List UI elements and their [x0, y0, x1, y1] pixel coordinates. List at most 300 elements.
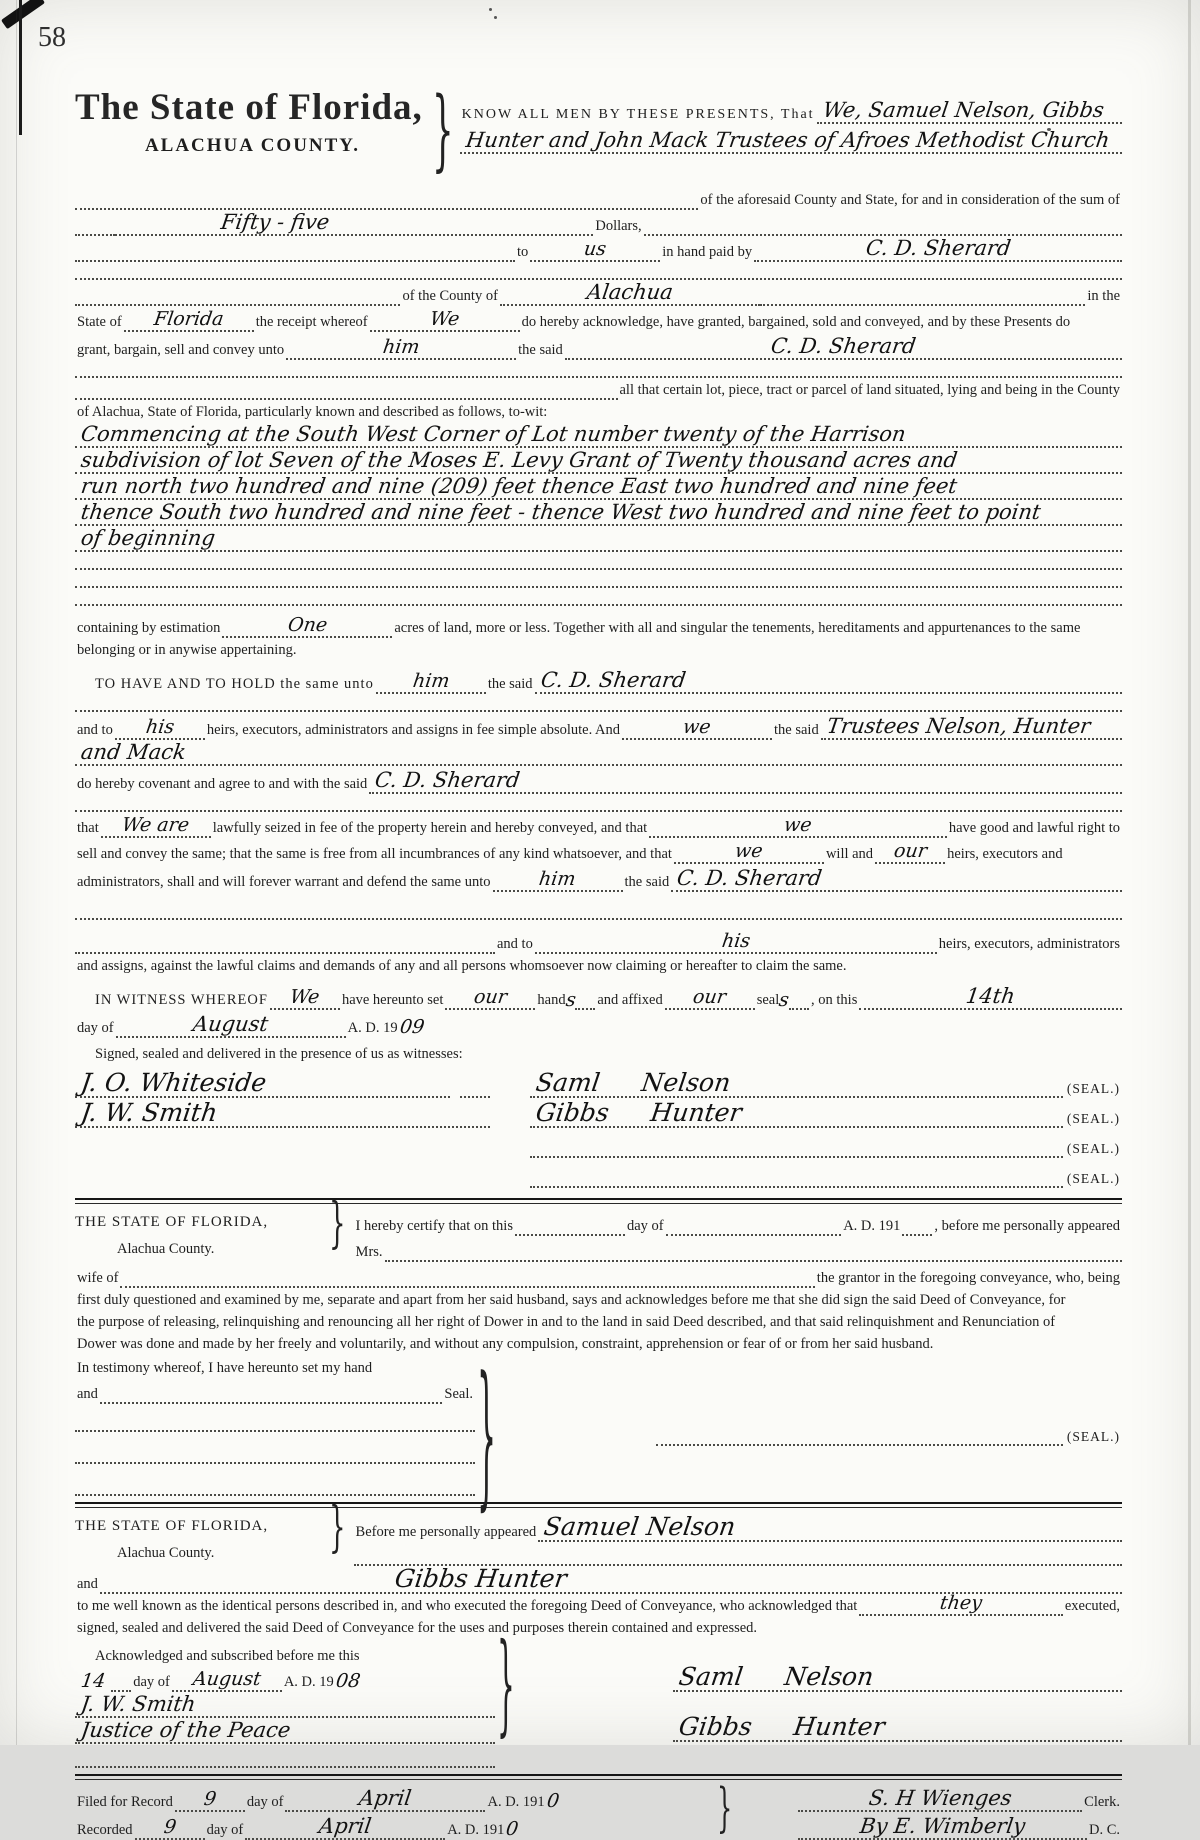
grantor-signature: Saml Nelson: [534, 1068, 733, 1097]
form-line: [75, 1594, 1122, 1616]
ack-day: 14: [79, 1670, 107, 1692]
form-line: [354, 1236, 1122, 1262]
fill-line: [674, 842, 824, 864]
printed-text: D. C.: [1088, 1822, 1120, 1839]
recorded-day: 9: [162, 1816, 178, 1838]
fill-line: [530, 240, 660, 262]
execution-year: 09: [398, 1016, 426, 1038]
form-line: [75, 400, 1122, 422]
blank-line: [75, 1446, 475, 1464]
deed-document: [75, 79, 1122, 1840]
fill-line: [222, 616, 392, 638]
paragraph-line: [75, 1310, 1122, 1332]
printed-text: sell and convey the same; that the same is free from all incumbrances of any kind whatsoever, and that: [77, 846, 672, 863]
printed-text: Clerk.: [1084, 1794, 1120, 1811]
fill-line: [535, 932, 937, 954]
acknowledgment-head: [75, 1496, 1122, 1566]
state-name: Florida: [152, 308, 226, 330]
appearer-name: Samuel Nelson: [542, 1512, 738, 1541]
form-line: [75, 306, 1122, 332]
we-fill: we: [733, 840, 765, 862]
form-line: [75, 1692, 495, 1718]
masthead-left: [75, 86, 430, 157]
printed-text: In testimony whereof, I have hereunto set my hand: [77, 1360, 373, 1377]
weare-fill: We are: [120, 814, 191, 836]
we-fill: We: [288, 986, 322, 1008]
printed-text: Seal.: [444, 1386, 473, 1403]
seal-line: [530, 1098, 1122, 1128]
masthead-right: [460, 86, 1122, 154]
fill-line: [75, 450, 1122, 474]
fill-line: [75, 424, 1122, 448]
printed-text: day of: [206, 1822, 244, 1839]
printed-text: TO HAVE AND TO HOLD the same unto: [95, 676, 374, 693]
form-line: [75, 280, 1122, 306]
unto-whom: him: [381, 336, 421, 358]
fill-line: [100, 1566, 1122, 1594]
printed-text: the receipt whereof: [255, 314, 368, 331]
fill-line: [530, 1100, 1063, 1128]
form-line: [75, 1718, 495, 1744]
printed-text: acres of land, more or less. Together with all and singular the tenements, hereditaments and appurtenances to the same: [394, 620, 1081, 637]
masthead: [75, 79, 1122, 186]
dotted-line: [75, 1458, 475, 1464]
brace-glyph: }: [329, 1192, 346, 1256]
fill-line: [175, 1790, 245, 1812]
signature-line: [673, 1712, 1122, 1742]
form-line: [75, 864, 1122, 892]
fill-line: [115, 212, 593, 236]
form-line: [354, 1210, 1122, 1236]
ack-year: 08: [334, 1670, 362, 1692]
his-fill: his: [720, 930, 752, 952]
dotted-line: [100, 1398, 442, 1404]
blank-line: [75, 1414, 475, 1432]
printed-text: and: [77, 1576, 98, 1593]
fill-line: [370, 310, 520, 332]
plural-s: s: [564, 989, 577, 1011]
section-divider: [75, 1502, 1122, 1508]
state-county-block: [75, 1514, 327, 1566]
fill-line: [75, 502, 1122, 526]
description-line: [75, 526, 1122, 552]
printed-text: A. D. 191: [843, 1218, 901, 1235]
scan-speck: [489, 8, 492, 11]
blank-line: [75, 588, 1122, 606]
fill-line: [75, 1070, 450, 1098]
fill-line: [135, 1818, 205, 1840]
form-line: [354, 1514, 1122, 1542]
county-name: Alachua: [585, 280, 675, 304]
form-line: [460, 96, 1122, 124]
scan-right-band: [1188, 0, 1191, 1745]
dotted-line: [75, 1490, 475, 1496]
printed-text: administrators, shall and will forever warrant and defend the same unto: [77, 874, 491, 891]
printed-text: belonging or in anywise appertaining.: [77, 642, 297, 659]
printed-text: do hereby acknowledge, have granted, bargained, sold and conveyed, and by these Presents do: [521, 314, 1071, 331]
printed-text: A. D. 19: [283, 1674, 334, 1691]
testimony-right: [506, 1378, 1122, 1496]
fill-line: [101, 816, 211, 838]
printed-text: have good and lawful right to: [948, 820, 1120, 837]
scan-edge-faint: [16, 0, 17, 1745]
filed-day: 9: [202, 1788, 218, 1810]
dotted-line: [75, 1426, 475, 1432]
state-county-block: [75, 1210, 327, 1262]
seal-line: [530, 1158, 1122, 1188]
fill-line: [817, 100, 1122, 124]
fill-line: [673, 1714, 1122, 1742]
blank-line: [75, 262, 1122, 280]
unto-whom: him: [411, 670, 451, 692]
description-handwritten: run north two hundred and nine (209) feet thence East two hundred and nine feet: [79, 474, 959, 498]
fill-line: [75, 1100, 490, 1128]
printed-text: lawfully seized in fee of the property herein and hereby conveyed, and that: [212, 820, 648, 837]
printed-text: A. D. 191: [487, 1794, 545, 1811]
blank-line: [75, 694, 1122, 712]
form-line: [798, 1784, 1122, 1812]
brace-glyph: }: [477, 1347, 497, 1530]
printed-text: Before me personally appeared: [355, 1524, 537, 1541]
seal-line: [530, 1128, 1122, 1158]
printed-text: first duly questioned and examined by me, separate and apart from her said husband, says and acknowledges before me that she did sign the said Deed of Conveyance, for: [77, 1292, 1066, 1309]
fill-line: [821, 716, 1122, 740]
fill-line: [565, 336, 1122, 360]
receipt-whereof: We: [428, 308, 461, 330]
execution-month: August: [191, 1012, 270, 1036]
printed-text: that: [77, 820, 99, 837]
fill-line: [538, 1514, 1122, 1542]
form-line: [75, 1666, 495, 1692]
fill-line: [622, 718, 772, 740]
appearer-name: Gibbs Hunter: [393, 1564, 569, 1593]
sum-amount: Fifty - five: [219, 210, 331, 234]
fill-line: [754, 238, 1122, 262]
printed-text: and: [77, 1386, 98, 1403]
ack-head-lines: [354, 1514, 1122, 1566]
printed-text: executed,: [1064, 1598, 1120, 1615]
form-line: [75, 1038, 1122, 1064]
grantee-name: C. D. Sherard: [373, 768, 522, 792]
officer-title: Justice of the Peace: [79, 1718, 293, 1742]
payer-name: C. D. Sherard: [864, 236, 1013, 260]
fill-line: [75, 1694, 495, 1718]
fill-line: [445, 988, 535, 1010]
grantee-name: C. D. Sherard: [675, 866, 824, 890]
printed-text: seal: [756, 992, 780, 1009]
printed-text: hand: [537, 992, 566, 1009]
filed-month: April: [357, 1786, 414, 1810]
printed-text: in the: [1087, 288, 1121, 305]
printed-text: , on this: [811, 992, 858, 1009]
clerk-signature: S. H Wienges: [867, 1786, 1014, 1810]
printed-text: of the aforesaid County and State, for and in consideration of the sum of: [700, 192, 1120, 209]
fill-line: [649, 816, 947, 838]
blank-line: [75, 902, 1122, 920]
printed-text: Filed for Record: [77, 1794, 173, 1811]
witness-signature: J. O. Whiteside: [79, 1068, 269, 1097]
presents-clause: KNOW ALL MEN BY THESE PRESENTS, That: [461, 106, 815, 122]
fill-line: [665, 988, 755, 1010]
printed-text: signed, sealed and delivered the said Deed of Conveyance for the uses and purposes therein contained and expressed.: [77, 1620, 758, 1637]
printed-text: the said: [624, 874, 670, 891]
form-line: [75, 378, 1122, 400]
seal-label: (SEAL.): [1066, 1141, 1120, 1157]
grantor-signature: Gibbs Hunter: [534, 1098, 744, 1127]
plural-s: s: [777, 989, 791, 1011]
form-line: [75, 766, 1122, 794]
brace-glyph: }: [497, 1619, 515, 1749]
blank-line: [75, 552, 1122, 570]
form-line: [75, 1644, 495, 1666]
form-line: [75, 666, 1122, 694]
our-fill: our: [691, 986, 728, 1008]
brace-glyph: }: [432, 79, 454, 183]
blank-line: [75, 1478, 475, 1496]
paragraph-line: [75, 1288, 1122, 1310]
seal-line: [656, 1420, 1122, 1446]
form-line: [75, 812, 1122, 838]
officer-signature: J. W. Smith: [79, 1692, 198, 1716]
blank-line: [75, 570, 1122, 588]
fill-line: [530, 1070, 1063, 1098]
fill-line: [75, 476, 1122, 500]
scan-edge-artifact: [19, 0, 22, 135]
witness-line: [75, 1068, 490, 1098]
trustees-names: and Mack: [79, 740, 188, 764]
form-line: [75, 1566, 1122, 1594]
printed-text: heirs, executors, administrators: [938, 936, 1120, 953]
fill-line: [245, 1816, 445, 1840]
witness-signatures: [75, 1068, 530, 1188]
printed-text: the said: [518, 342, 563, 359]
seal-label: (SEAL.): [1066, 1171, 1120, 1187]
our-fill: our: [472, 986, 509, 1008]
filing-left: [75, 1784, 715, 1840]
printed-text: and assigns, against the lawful claims and demands of any and all persons whomsoever now claiming or hereafter to claim the same.: [77, 958, 847, 975]
fill-line: [286, 338, 516, 360]
description-line: [75, 474, 1122, 500]
form-line: [75, 712, 1122, 740]
dotted-line: [75, 914, 1122, 920]
him-fill: him: [537, 868, 578, 890]
dotted-line: [75, 1762, 495, 1768]
printed-text: all that certain lot, piece, tract or parcel of land situated, lying and being in the County: [619, 382, 1120, 399]
printed-text: Acknowledged and subscribed before me this: [95, 1648, 360, 1665]
fill-line: [460, 130, 1122, 154]
description-line: [75, 500, 1122, 526]
form-line: [75, 236, 1122, 262]
printed-text: IN WITNESS WHEREOF: [95, 992, 268, 1009]
printed-text: the purpose of releasing, relinquishing and renouncing all her right of Dower in and to the land in said Deed described, and that said relinquishment and Renunciation of: [77, 1314, 1056, 1331]
fill-line: [798, 1788, 1082, 1812]
printed-text: grant, bargain, sell and convey unto: [77, 342, 285, 359]
printed-text: A. D. 191: [447, 1822, 505, 1839]
form-line: [75, 740, 1122, 766]
grantors-handwritten: Hunter and John Mack Trustees of Afroes Methodist Church: [464, 128, 1111, 152]
county-heading: Alachua County.: [117, 1545, 215, 1561]
description-handwritten: thence South two hundred and nine feet - thence West two hundred and nine feet to point: [79, 500, 1043, 524]
seal-label: (SEAL.): [1066, 1429, 1120, 1445]
printed-text: Dollars,: [595, 218, 642, 235]
document-title: The State of Florida,: [75, 87, 423, 128]
printed-text: day of: [246, 1794, 284, 1811]
grantors-handwritten: We, Samuel Nelson, Gibbs: [821, 98, 1106, 122]
fill-line: [493, 870, 623, 892]
description-handwritten: subdivision of lot Seven of the Moses E. Levy Grant of Twenty thousand acres and: [79, 448, 959, 472]
form-line: [75, 954, 1122, 976]
county-heading: Alachua County.: [117, 1241, 215, 1257]
subscription-right: [523, 1638, 1122, 1768]
printed-text: , before me personally appeared: [934, 1218, 1120, 1235]
signature-area: [75, 1068, 1122, 1188]
printed-text: Mrs.: [355, 1244, 383, 1261]
fill-line: [376, 672, 486, 694]
grantor-signature: Saml Nelson: [676, 1662, 876, 1691]
form-line: [75, 1784, 715, 1812]
acreage: One: [286, 614, 329, 636]
printed-text: day of: [133, 1674, 170, 1691]
seal-line: [530, 1068, 1122, 1098]
fill-line: [530, 1182, 1063, 1188]
seal-label: (SEAL.): [1066, 1081, 1120, 1097]
blank-line: [75, 1750, 495, 1768]
fill-line: [75, 528, 1122, 552]
printed-text: heirs, executors and: [947, 846, 1063, 863]
seal-label: (SEAL.): [1066, 1111, 1120, 1127]
execution-day: 14th: [964, 984, 1017, 1008]
grantor-signature: [530, 1155, 542, 1156]
printed-text: to: [517, 244, 529, 261]
printed-text: to me well known as the identical persons described in, and who executed the foregoing Deed of Conveyance, who acknowledged that: [77, 1598, 858, 1615]
filing-right: [738, 1784, 1122, 1840]
grantee-name: C. D. Sherard: [538, 668, 687, 692]
fill-line: [859, 1594, 1063, 1616]
form-line: [75, 612, 1122, 638]
dower-head-lines: [354, 1210, 1122, 1262]
grantor-signature: Gibbs Hunter: [676, 1712, 887, 1741]
form-line: [75, 926, 1122, 954]
printed-text: day of: [626, 1218, 664, 1235]
printed-text: wife of: [77, 1270, 119, 1287]
fill-line: [116, 1014, 346, 1038]
blank-line: [75, 360, 1122, 378]
witness-line: [75, 1098, 490, 1128]
recorded-month: April: [317, 1814, 374, 1838]
printed-text: I hereby certify that on this: [355, 1218, 513, 1235]
printed-text: State of: [77, 314, 122, 331]
section-divider: [75, 1774, 1122, 1780]
description-handwritten: Commencing at the South West Corner of Lot number twenty of the Harrison: [79, 422, 908, 446]
form-line: [75, 838, 1122, 864]
form-line: [75, 1262, 1122, 1288]
witness-signature: J. W. Smith: [79, 1098, 220, 1127]
form-line: [75, 332, 1122, 360]
fill-line: [535, 670, 1122, 694]
form-line: [75, 186, 1122, 210]
paragraph-line: [75, 1332, 1122, 1354]
scan-speck: [494, 16, 497, 19]
state-heading: THE STATE OF FLORIDA,: [75, 1518, 269, 1534]
we-fill: we: [681, 716, 713, 738]
to-whom: us: [582, 238, 608, 260]
printed-text: of the County of: [402, 288, 498, 305]
description-line: [75, 422, 1122, 448]
fill-line: [859, 986, 1122, 1010]
section-divider: [75, 1198, 1122, 1204]
form-line: [798, 1812, 1122, 1840]
printed-text: of Alachua, State of Florida, particularly known and described as follows, to-wit:: [77, 404, 548, 421]
recorded-year: 0: [505, 1818, 521, 1840]
filing-footer: [75, 1777, 1122, 1840]
form-line: [75, 1378, 475, 1404]
fill-line: [75, 1720, 495, 1744]
dower-certificate-head: [75, 1192, 1122, 1262]
filed-year: 0: [545, 1790, 561, 1812]
our-fill: our: [892, 840, 929, 862]
testimony-left: [75, 1378, 475, 1496]
county-subtitle: ALACHUA COUNTY.: [144, 135, 361, 156]
printed-text: and to: [77, 722, 113, 739]
brace-glyph: }: [717, 1777, 733, 1839]
fill-line: [798, 1816, 1087, 1840]
fill-line: [875, 842, 945, 864]
form-line: [75, 1010, 1122, 1038]
signature-line: [673, 1662, 1122, 1692]
fill-line: [75, 742, 1122, 766]
printed-text: do hereby covenant and agree to and with the said: [77, 776, 368, 793]
printed-text: in hand paid by: [662, 244, 753, 261]
blank-line: [75, 794, 1122, 812]
subscription-left: [75, 1638, 495, 1768]
fill-line: [671, 868, 1122, 892]
printed-text: heirs, executors, administrators and assigns in fee simple absolute. And: [206, 722, 621, 739]
fill-line: [500, 282, 760, 306]
dotted-line: [75, 600, 1122, 606]
ack-month: August: [191, 1668, 263, 1690]
printed-text: Signed, sealed and delivered in the presence of us as witnesses:: [95, 1046, 463, 1063]
deputy-signature: By E. Wimberly: [858, 1814, 1027, 1838]
printed-text: containing by estimation: [77, 620, 221, 637]
fill-line: [115, 718, 205, 740]
printed-text: and to: [497, 936, 533, 953]
fill-line: [285, 1788, 485, 1812]
description-line: [75, 448, 1122, 474]
grantor-signatures: [530, 1068, 1122, 1188]
form-line: [75, 210, 1122, 236]
dotted-line: [656, 1440, 1063, 1446]
page-number: 58: [38, 22, 66, 53]
form-line: [75, 1812, 715, 1840]
form-line: [75, 1354, 1122, 1378]
description-handwritten: of beginning: [79, 526, 217, 550]
trustees-names: Trustees Nelson, Hunter: [825, 714, 1092, 738]
printed-text: the grantor in the foregoing conveyance, who, being: [816, 1270, 1120, 1287]
fill-line: [369, 770, 1122, 794]
printed-text: will and: [825, 846, 874, 863]
state-heading: THE STATE OF FLORIDA,: [75, 1214, 269, 1230]
fill-line: [124, 310, 254, 332]
form-line: [75, 638, 1122, 660]
fill-line: [270, 988, 340, 1010]
they-fill: they: [938, 1592, 984, 1614]
printed-text: Dower was done and made by her freely and voluntarily, and without any compulsion, constraint, apprehension or fear of or from her said husband.: [77, 1336, 934, 1353]
grantor-signature: [530, 1185, 542, 1186]
form-line: [75, 1616, 1122, 1638]
form-line: [75, 982, 1122, 1010]
form-line: [460, 124, 1122, 154]
printed-text: and affixed: [597, 992, 663, 1009]
